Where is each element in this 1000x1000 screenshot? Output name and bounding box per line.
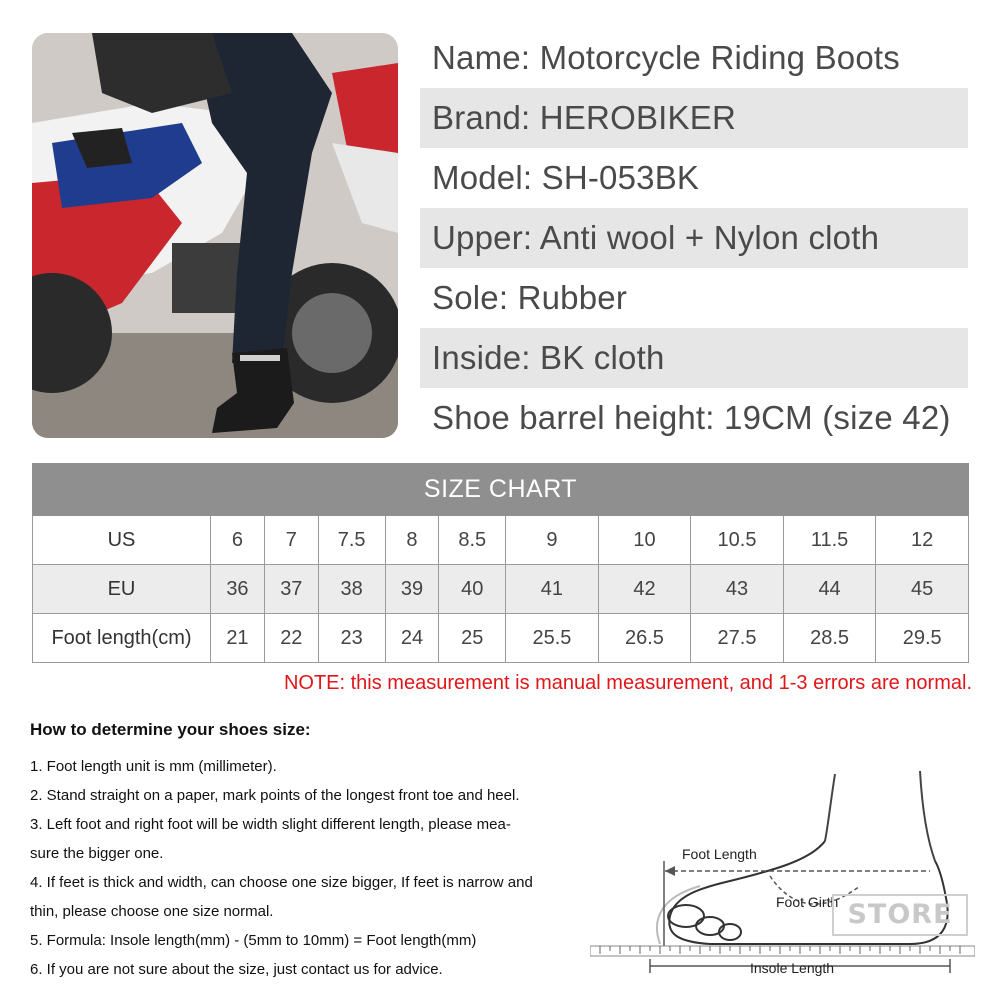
table-row-eu [33,565,969,614]
foot-measurement-diagram [590,766,975,980]
table-cell: 43 [691,565,784,614]
row-label-us: US [33,516,211,565]
measurement-note: NOTE: this measurement is manual measurement, and 1-3 errors are normal. [283,672,972,694]
insole-length-label: Insole Length [750,960,835,976]
spec-brand: Brand: HEROBIKER [420,88,968,148]
howto-line: sure the bigger one. [30,845,164,862]
spec-model: Model: SH-053BK [432,159,700,196]
table-cell: 25 [439,614,506,663]
table-cell: 22 [264,614,318,663]
howto-line: 6. If you are not sure about the size, just contact us for advice. [30,961,443,978]
table-cell: 10.5 [691,516,784,565]
table-cell: 44 [783,565,876,614]
table-row-us [33,516,969,565]
howto-line: 2. Stand straight on a paper, mark points of the longest front toe and heel. [30,787,520,804]
foot-outline-icon [590,766,975,980]
spec-barrel-height: Shoe barrel height: 19CM (size 42) [432,399,951,436]
table-cell: 21 [211,614,265,663]
table-cell: 45 [876,565,969,614]
table-cell: 38 [318,565,385,614]
howto-line: 5. Formula: Insole length(mm) - (5mm to 10mm) = Foot length(mm) [30,932,477,949]
table-cell: 36 [211,565,265,614]
table-cell: 39 [385,565,439,614]
table-cell: 41 [506,565,599,614]
table-cell: 9 [506,516,599,565]
motorcycle-rider-image [32,33,398,438]
howto-line: 3. Left foot and right foot will be width slight different length, please mea- [30,816,511,833]
spec-name: Name: Motorcycle Riding Boots [432,39,900,76]
howto-title: How to determine your shoes size: [30,720,311,739]
product-photo [32,33,398,438]
table-cell: 8.5 [439,516,506,565]
table-cell: 23 [318,614,385,663]
table-cell: 40 [439,565,506,614]
spec-upper: Upper: Anti wool + Nylon cloth [420,208,968,268]
size-chart-title: SIZE CHART [33,464,969,516]
spec-list [420,28,968,448]
row-label-foot-length: Foot length(cm) [33,614,211,663]
foot-girth-label: Foot Girth [776,894,839,910]
foot-length-label: Foot Length [682,846,757,862]
table-cell: 37 [264,565,318,614]
row-label-eu: EU [33,565,211,614]
howto-line: thin, please choose one size normal. [30,903,274,920]
table-cell: 24 [385,614,439,663]
table-cell: 7 [264,516,318,565]
size-chart-table [32,463,969,663]
howto-section [30,720,610,984]
table-cell: 42 [598,565,691,614]
table-row-foot-length [33,614,969,663]
table-cell: 27.5 [691,614,784,663]
table-cell: 26.5 [598,614,691,663]
table-cell: 29.5 [876,614,969,663]
table-cell: 11.5 [783,516,876,565]
store-watermark: STORE [832,894,968,936]
spec-inside: Inside: BK cloth [420,328,968,388]
table-cell: 8 [385,516,439,565]
table-cell: 12 [876,516,969,565]
table-cell: 10 [598,516,691,565]
spec-sole: Sole: Rubber [432,279,628,316]
table-cell: 6 [211,516,265,565]
howto-line: 1. Foot length unit is mm (millimeter). [30,758,277,775]
table-cell: 28.5 [783,614,876,663]
table-cell: 7.5 [318,516,385,565]
table-cell: 25.5 [506,614,599,663]
howto-line: 4. If feet is thick and width, can choose one size bigger, If feet is narrow and [30,874,533,891]
